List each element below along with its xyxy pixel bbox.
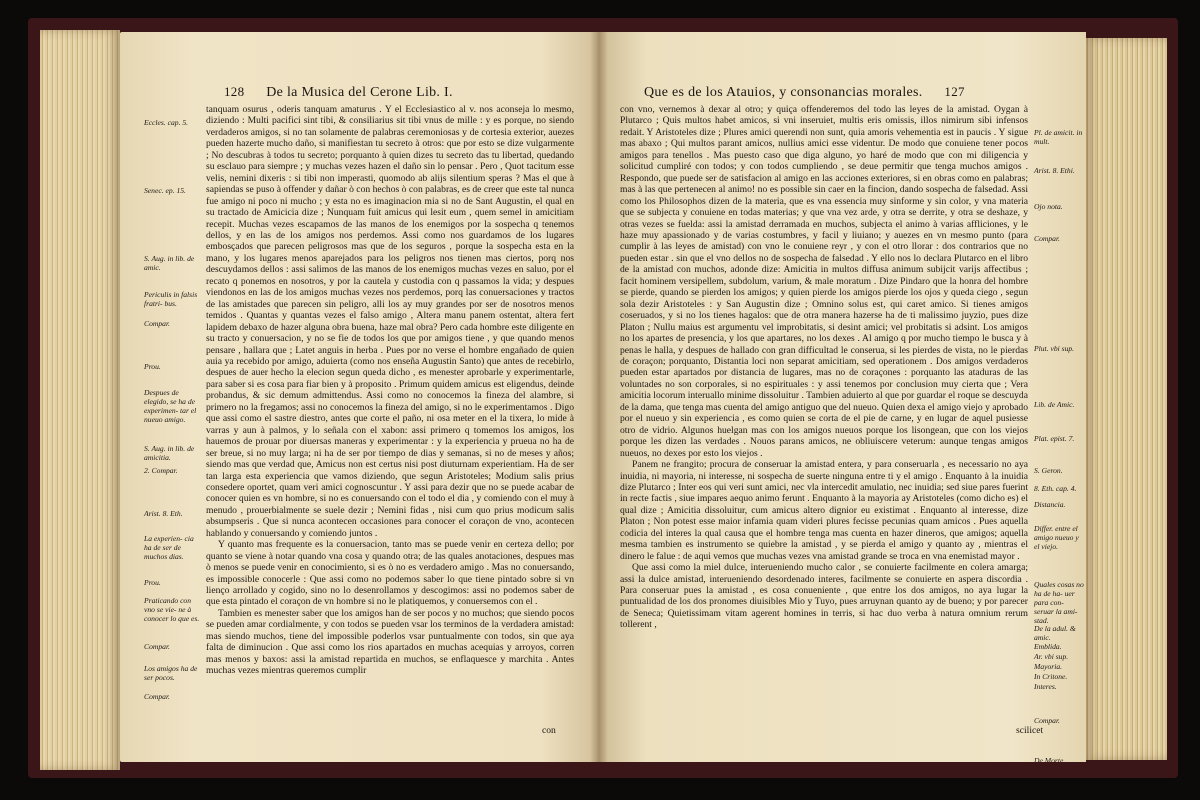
margin-note: Compar. xyxy=(144,642,170,651)
margin-note: Periculis in falsis fratri- bus. xyxy=(144,290,198,308)
right-page-edges xyxy=(1085,38,1167,760)
margin-note: Interes. xyxy=(1034,682,1057,691)
margin-note: Compar. xyxy=(1034,234,1060,243)
left-running-head xyxy=(224,84,453,101)
right-page xyxy=(598,32,1086,762)
paragraph: tanquam osurus , oderis tanquam amaturus . Y el Ecclesiastico al v. nos aconseja lo mesmo, diziendo : Multi pacifici sint tibi, & consiliarius sit tibi vnus de mille : y es porque, no siendo verdaderos amigos, si no tan solamente de palabras ceremoniosas y de cortesia exterior, auezes pueden hazerte mucho daño, si manifiestan tu secreto à otros: que por esto se dize vulgarmente ; No descubras à todos tu secreto; porquanto à quien dizes tu secreto das tu libertad, quedando su esclauo para siempre ; y muchas vezes hazen el daño sin lo pensar . Pero , Quot tacitum esse velis, nemini dixeris : si tibi non imperasti, quomodo ab alijs silentium speras ? Mas el que à sapiendas se puso à offender y dañar ò con hechos ò con palabras, es de creer que este tal nunca fue amigo ni poco ni mucho ; y esta no es imaginacion mia si no de Sant Augustin, el qual en su tractado de Amicicia dize ; Nunquam fuit amicus qui lesit eum , quem semel in amicitiam recepit. Muchas vezes escapamos de las manos de los enemigos por la sospecha q tenemos dellos, y en las de los amigos nos perdemos. Assi como nos guardamos de los lugares embosçados que parecen peligrosos mas que de los seguros , porque la sospecha esta en la mano, y los lugares menos aparejados para los peligros nos tienen mas ciertos, porq nos descuydamos dellos : assi salimos de las manos de los enemigos muchas vezes en saluo, por el recato q ponemos en nosotros, y por la cautela y custodia con q passamos la vida; y despues viendonos en las de los amigos muchas vezes nos perdemos, porq las conuersaciones y tractos de las amistades que parecen sin peligro, alli los ay muy grandes por ser de nosotros menos temidos . Quantas y quantas vezes el falso amigo , Altera manu panem ostentat, altera fert lapidem debaxo de hazer alguna obra buena, haze mal obra? Pero cada hombre este diligente en su tracto y conuersacion, y no se fie de todos los que por amigos tiene , y que quando menos pensare , hallara que ; Latet anguis in herba . Pues por no verse el hombre engañado de quien auia ya recebido por amigo, aduierta (como nos enseña Augustin Santo) que antes de recebirlo, despues de auer hecho la elecion segun queda dicho , es menester aprobarle y experimentarle, para saber si es cosa para fiar bien y à proposito . Primum quidem amicus est eligendus, deinde probandus, & sic demum admittendus. Assi como no conocemos la fineza del alambre, si primero no la fregamos; assi no conocemos la fineza del amigo, si no le experimentamos . Digo que assi como el sastre diestro, antes que corte el paño, ni osa meter en el la tixera, lo mide à varras y aun à palmos, y lo señala con el xabon: assi primero q tomemos los amigos, los hauemos de prouar por diuersas maneras y experimentar : y la experiencia y prueua no ha de ser breue, si no muy larga; ni ha de ser por tiempo de dias y semanas, si no de meses y años; siendo mas que verdad que, Amicus non est certus nisi post diuturnam experientiam. Ha de ser tan larga esta experiencia que vamos diziendo, que segun Aristoteles; Modium salis prius consedere oportet, quam veri amici cognoscuntur . Y assi para dezir que no se puede acabar de conocer quien es vn hombre, si no es conuersando con el todo el dia , y comiendo con el muy à menudo , prouerbialmente se suele dezir ; Nemini fidas , nisi cum quo prius modicum salis absumpseris . Que si nunca acontecen occasiones para conocer el coraçon de vno, acontecen hablando y conuersando y comiendo juntos . xyxy=(206,104,574,539)
margin-note: Lib. de Amic. xyxy=(1034,400,1075,409)
book-gutter xyxy=(590,32,608,762)
margin-note: Differ. entre el amigo nueuo y el viejo. xyxy=(1034,524,1079,551)
margin-note: Ojo nota. xyxy=(1034,202,1063,211)
left-body-text xyxy=(206,104,574,677)
right-running-head xyxy=(644,84,965,101)
left-catchword: con xyxy=(542,725,556,736)
paragraph: Panem ne frangito; procura de conseruar la amistad entera, y para conseruarla , es necessario no aya inuidia, ni mayoria, ni interesse, ni sospecha de suerte ninguna entre ti y el amigo . Enquanto à la inuidia dize Plutarco ; Inter eos qui veri sunt amici, nec vla intercedit amulatio, nec inuidia; sed siue pares fuerint in recte factis , siue impares aequo animo ferunt . Enquanto à la mayoria ay Aristoteles (como dicho es) el qual dize ; Amicitia dissoluitur, cum amicus altero dignior eu existimat . Enquanto al interesse, dize Platon ; Non potest esse maior infamia quam videri plures fecisse pecunias quam amicos . Pues aquella codicia del interes la qual causa que el hombre tenga mas cuenta en hazer dineros, que amigos; aquella mesma tambien es instrumento se quiebre la amistad , y se pierda el amigo y quanto ay , mientras el dinero le falue : de aqui vemos que muchas vezes vna amistad grande se troca en vna enemistad mayor . xyxy=(620,459,1028,562)
margin-note: In Critone. xyxy=(1034,672,1068,681)
margin-note: De la adul. & amic. xyxy=(1034,624,1076,642)
margin-note: Compar. xyxy=(144,692,170,701)
margin-note: Ar. vbi sup. xyxy=(1034,652,1069,661)
paragraph: Tambien es menester saber que los amigos han de ser pocos y no muchos; que siendo pocos se pueden amar cordialmente, y con todos se pueden vsar los terminos de la verdadera amistad: mas siendo muchos, tiene del impossible poderlos vsar puntualmente con todos, sin que aya falta de diminucion . Que assi como los rios apartados en muchas acequias y arroyos, corren mas menos y baxos: assi la amistad repartida en muchos, se enflaquesce y marchita . Antes muchas vezes mientras queremos cumplir xyxy=(206,607,574,677)
left-page xyxy=(120,32,598,762)
margin-note: Prou. xyxy=(144,578,161,587)
margin-note: Los amigos ha de ser pocos. xyxy=(144,664,198,682)
right-page-number: 127 xyxy=(944,84,965,99)
margin-note: S. Geron. xyxy=(1034,466,1063,475)
margin-note: Mayoria. xyxy=(1034,662,1063,671)
margin-note: S. Aug. in lib. de amic. xyxy=(144,254,195,272)
margin-note: Senec. ep. 15. xyxy=(144,186,186,195)
margin-note: Eccles. cap. 5. xyxy=(144,118,189,127)
margin-note: 2. Compar. xyxy=(144,466,178,475)
margin-note: Prou. xyxy=(144,362,161,371)
margin-note: Plut. vbi sup. xyxy=(1034,344,1075,353)
paragraph: con vno, vernemos à dexar al otro; y quiça offenderemos del todo las leyes de la amistad. Oygan à Plutarco ; Quis multos habet amicos, si vni inseruiet, multis eris omissis, illos nimirum sibi infensos redait. Y Aristoteles dize ; Plures amici querendi non sunt, quia amoris vehementia est in paucis . Y sigue mas abaxo ; Qui multos parant amicos, nullius amici esse videntur. De modo que conuiene tener pocos amigos para tenellos . Mas puesto caso que diga alguno, yo haré de modo que con mi diligencia y solicitud cumpliré con todos; y con todos cumpliendo , se deue permitir que tenga muchos amigos . Respondo, que puede ser de satisfacion al amigo en las acciones exteriores, si en obras como en palabras; mas à las que pertenecen al animo! no es possible sin caer en la fincion, dando sospecha de falsedad. Assi como los Philosophos dizen de la materia, que es vna essencia muy sinforme y sin color, y vna materia que se subjecta y conuiene en todas materias; y que vna vez arde, y otra se derrite, y otra se deshaze, y otras vezes se fuelda: assi la amistad derramada en muchos, subjecta el animo à varias affliciones, y le haze muy apassionado y de varias costumbres, y facil y liuiano; y auezes en vn mesmo punto (para cumplir à las leyes de amistad) con vno le conuiene reyr , y con el otro llorar : dos contrarios que no pueden estar . sin que el vno dellos no de sospecha de falsedad . Y ello nos lo declara Plutarco en el libro de la amistad con muchos, adonde dize: Amicitia in multos diffusa animum subijcit varijs affectibus ; facit hominem versipellem, subdolum, varium, & male moratum . Dize Pindaro que la honra del hombre se pierde, quando se pierden los amigos; y quien pierde los amigos pierde los ojos y queda ciego , segun sola dezir Aristoteles : y San Augustin dize ; Omnino solus est, qui caret amico. Si tienes amigos coseruados, y si no los tienes hagalos: que de otra manera hazerse ha de ti malissimo juyzio, pues dize Platon ; Nullu maius est argumentu vel improbitatis, si desint amici; vel probitatis si adsint. Los amigos no los apartes de presencia, y los que apartares, no los dexes . Al amigo q por mucho tiempo le busca y à penas le halla, y despues de hallado con gran difficultad le conserua, si les pierdes de vista, no le pierdas de coraçon; porquanto, Distantia loci non separat amicitiam, sed operationem . Dos amigos verdaderos pueden estar apartados por distancia de lugares, mas no de coraçones : porquanto las ataduras de las voluntades no son corporales, si no espirituales : y assi tenemos por conclusion muy cierta que ; Vera amicitia locorum interuallo minime dissoluitur . Tambien aduierto al que por guardar el roque se descuyda de la dama, que tenga mas cuenta del amigo antiguo que del nueuo. Quien dexa el amigo viejo y aprobado por el nueuo y sin experiencia , es como quien se corta de el pie de carne, y en lugar de aquel pusiesse otro de vidrio. Algunos huelgan mas con los amigos nueuos porque los lisongean, que con los viejos porque les dizen las verdades . Nouos parans amicos, ne obliuiscere veterum: aunque tengas amigos nueuos, no dexes por esto los viejos . xyxy=(620,104,1028,459)
margin-note: S. Aug. in lib. de amicitia. xyxy=(144,444,195,462)
margin-note: Compar. xyxy=(1034,716,1060,725)
margin-note: De Morte. xyxy=(1034,756,1066,762)
left-head-title: De la Musica del Cerone Lib. I. xyxy=(266,85,453,100)
right-body-text xyxy=(620,104,1028,631)
margin-note: La experien- cia ha de ser de muchos dias. xyxy=(144,534,194,561)
margin-note: Arist. 8. Ethi. xyxy=(1034,166,1075,175)
margin-note: Distancia. xyxy=(1034,500,1066,509)
margin-note: 8. Eth. cap. 4. xyxy=(1034,484,1077,493)
left-page-edges xyxy=(40,30,120,770)
right-head-title: Que es de los Atauios, y consonancias morales. xyxy=(644,85,923,100)
margin-note: Emblida. xyxy=(1034,642,1062,651)
paragraph: Que assi como la miel dulce, interueniendo mucho calor , se conuierte facilmente en colera amarga; assi la dulce amistad, interueniendo desordenado interes, facilmente se conuierte en aspera discordia . Para conseruar pues la amistad , es cosa conueniente , que entre los dos amigos, no aya lugar la puntualidad de los dos pronomes diuisibles Mio y Tuyo, pues arruynan quanto ay de bueno; y por parecer de Seneca; Quietissimam vitam agerent homines in terris, si hac duo verba à natura omnium rerum tollerent , xyxy=(620,562,1028,631)
margin-note: Compar. xyxy=(144,319,170,328)
paragraph: Y quanto mas frequente es la conuersacion, tanto mas se puede venir en certeza dello; por quanto se viene à notar quando vna cosa y quando otra; de las quales anotaciones, despues mas ò menos se puede venir en conocimiento, si es ò no es verdadero amigo . Mas no conuersando, es impossible conocerle : Que assi como no podemos saber lo que tiene pintado sobre si vn lienço arrollado y cogido, sino no lo desenrollamos y descogimos: assi no podemos saber de que esta pintado el coraçon de vn hombre si no le platiquemos, y conuersemos con el . xyxy=(206,539,574,608)
margin-note: Praticando con vno se vie- ne à conocer lo que es. xyxy=(144,596,200,623)
margin-note: Arist. 8. Eth. xyxy=(144,509,183,518)
margin-note: Plat. epist. 7. xyxy=(1034,434,1075,443)
left-page-number: 128 xyxy=(224,84,245,99)
margin-note: Despues de elegido, se ha de experimen- tar el nueuo amigo. xyxy=(144,388,197,424)
margin-note: Pl. de amicit. in mult. xyxy=(1034,128,1083,146)
right-catchword: scilicet xyxy=(1016,725,1044,736)
margin-note: Quales cosas no ha de ha- uer para con- seruar la ami- stad. xyxy=(1034,580,1084,625)
